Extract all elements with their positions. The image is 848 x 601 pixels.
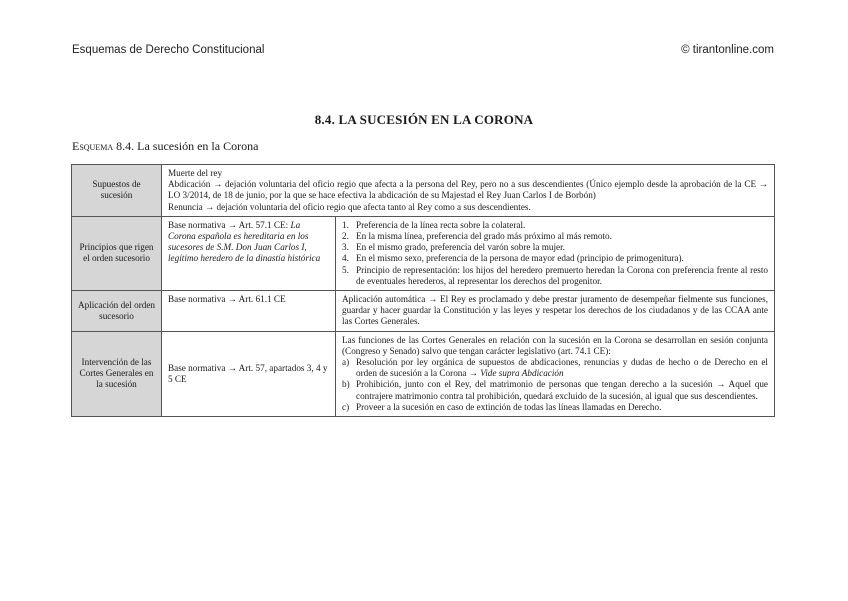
list-text: Proveer a la sucesión en caso de extinción de todas las líneas llamadas en Derecho. bbox=[356, 401, 662, 412]
list-item bbox=[342, 379, 768, 401]
running-header-copyright: © tirantonline.com bbox=[681, 44, 774, 56]
legal-basis: Base normativa → Art. 57, apartados 3, 4 y 5 CE bbox=[162, 331, 336, 416]
row-heading: Aplicación del orden sucesorio bbox=[72, 291, 162, 332]
section-title: 8.4. LA SUCESIÓN EN LA CORONA bbox=[314, 112, 534, 127]
scheme-caption bbox=[72, 139, 258, 154]
list-letter: b) bbox=[342, 379, 350, 390]
succession-scheme-table bbox=[71, 164, 775, 417]
table-row bbox=[72, 331, 775, 416]
list-item bbox=[342, 253, 768, 264]
list-text bbox=[356, 357, 768, 379]
list-number: 5. bbox=[342, 264, 349, 275]
list-number: 2. bbox=[342, 231, 349, 242]
list-text-main: Resolución por ley orgánica de supuestos de abdicaciones, renuncias y dudas de hecho o de Derecho en el orden de sucesión a la Corona → bbox=[356, 357, 768, 379]
list-item bbox=[342, 242, 768, 253]
legal-basis: Base normativa → Art. 57.1 CE: bbox=[168, 219, 291, 230]
list-number: 4. bbox=[342, 253, 349, 264]
list-text-italic: Vide supra Abdicación bbox=[480, 368, 564, 379]
running-header-title: Esquemas de Derecho Constitucional bbox=[72, 44, 265, 56]
case-death: Muerte del rey bbox=[168, 168, 223, 178]
legal-basis: Base normativa → Art. 61.1 CE bbox=[162, 291, 336, 332]
list-letter: a) bbox=[342, 357, 350, 368]
row-heading: Intervención de las Cortes Generales en la sucesión bbox=[72, 331, 162, 416]
table-row bbox=[72, 165, 775, 217]
list-item bbox=[342, 265, 768, 287]
table-cell bbox=[162, 165, 775, 217]
table-row bbox=[72, 216, 775, 290]
legal-basis-quote: La Corona española es hereditaria en los sucesores de S.M. Don Juan Carlos I, legítimo heredero de la dinastía histórica bbox=[168, 219, 321, 264]
list-text: Preferencia de la línea recta sobre la colateral. bbox=[356, 219, 526, 230]
cortes-intro: Las funciones de las Cortes Generales en relación con la sucesión en la Corona se desarrollan en sesión conjunta (Congreso y Senado) salvo que tengan carácter legislativo (art. 74.1 CE): bbox=[342, 334, 768, 356]
table-row bbox=[72, 291, 775, 332]
scheme-caption-prefix: Esquema bbox=[72, 139, 114, 153]
case-renunciation: Renuncia → dejación voluntaria del oficio regio que afecta tanto al Rey como a sus descendientes. bbox=[168, 201, 531, 212]
table-cell: Aplicación automática → El Rey es proclamado y debe prestar juramento de desempeñar fielmente sus funciones, guardar y hacer guardar la Constitución y las leyes y respetar los derechos de los ciudadanos y de las CCAA ante las Cortes Generales. bbox=[336, 291, 775, 332]
list-text: En la misma línea, preferencia del grado más próximo al más remoto. bbox=[356, 231, 612, 242]
list-item bbox=[342, 357, 768, 379]
list-text: Principio de representación: los hijos del heredero premuerto heredan la Corona con preferencia frente al resto de eventuales herederos, al representar los derechos del progenitor. bbox=[356, 264, 768, 286]
table-cell bbox=[336, 331, 775, 416]
list-text: Prohibición, junto con el Rey, del matrimonio de personas que tengan derecho a la sucesión → Aquel que contrajere matrimonio contra tal prohibición, quedará excluido de la sucesión, al igual que sus descendientes. bbox=[356, 379, 768, 401]
scheme-caption-text: 8.4. La sucesión en la Corona bbox=[113, 139, 259, 153]
list-letter: c) bbox=[342, 401, 350, 412]
list-number: 1. bbox=[342, 219, 349, 230]
list-item bbox=[342, 220, 768, 231]
list-text: En el mismo grado, preferencia del varón sobre la mujer. bbox=[356, 242, 565, 253]
table-cell bbox=[162, 216, 336, 290]
row-heading: Supuestos de sucesión bbox=[72, 165, 162, 217]
list-text: En el mismo sexo, preferencia de la persona de mayor edad (principio de primogenitura). bbox=[356, 253, 684, 264]
list-item bbox=[342, 231, 768, 242]
list-item bbox=[342, 402, 768, 413]
table-cell bbox=[336, 216, 775, 290]
list-number: 3. bbox=[342, 242, 349, 253]
row-heading: Principios que rigen el orden sucesorio bbox=[72, 216, 162, 290]
case-abdication: Abdicación → dejación voluntaria del oficio regio que afecta a la persona del Rey, pero no a sus descendientes (Único ejemplo desde la aprobación de la CE → LO 3/2014, de 18 de junio, por la que se hace efectiva la abdicación de su Majestad el Rey Juan Carlos I de Borbón) bbox=[168, 179, 768, 201]
